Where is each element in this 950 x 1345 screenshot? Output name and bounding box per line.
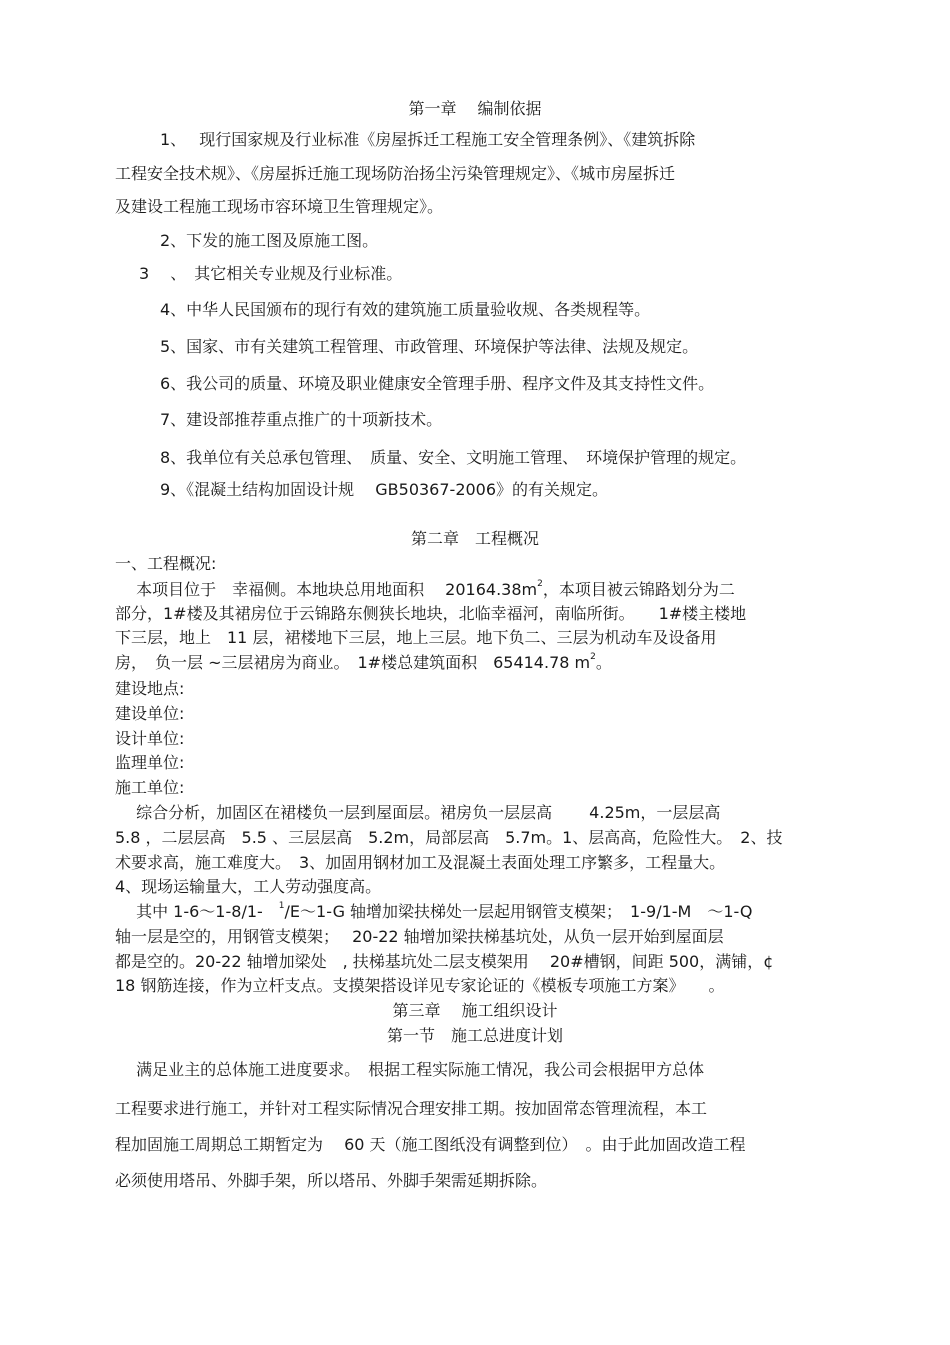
- analysis-line-4: 4、现场运输量大，工人劳动强度高。: [115, 877, 382, 896]
- field-owner: 建设单位:: [115, 704, 185, 723]
- basis-item-4: 4、中华人民国颁布的现行有效的建筑施工质量验收规、各类规程等。: [160, 300, 651, 319]
- section1-title: 第一节 施工总进度计划: [386, 1026, 563, 1045]
- support-line-2: 轴一层是空的，用钢管支模架； 20-22 轴增加梁扶梯基坑处，从负一层开始到屋面层: [115, 927, 724, 946]
- analysis-line-1: 综合分析，加固区在裙楼负一层到屋面层。裙房负一层层高 4.25m，一层层高: [115, 803, 721, 822]
- basis-item-6: 6、我公司的质量、环境及职业健康安全管理手册、程序文件及其支持性文件。: [160, 374, 715, 393]
- schedule-line-3: 程加固施工周期总工期暂定为 60 天（施工图纸没有调整到位） 。由于此加固改造工程: [115, 1135, 746, 1154]
- schedule-line-2: 工程要求进行施工，并针对工程实际情况合理安排工期。按加固常态管理流程，本工: [115, 1099, 708, 1118]
- basis-item-1c: 及建设工程施工现场市容环境卫生管理规定》。: [115, 197, 444, 216]
- support-line-1: 其中 1-6～1-8/1- $^1$/E～1-G 轴增加梁扶梯处一层起用钢管支模架； 1-9/1-M ～1-Q: [115, 900, 753, 921]
- basis-item-7: 7、建设部推荐重点推广的十项新技术。: [160, 410, 443, 429]
- basis-item-8: 8、我单位有关总承包管理、 质量、安全、文明施工管理、 环境保护管理的规定。: [160, 448, 747, 467]
- chapter1-title: 第一章 编制依据: [408, 99, 542, 118]
- basis-item-3: 3 、 其它相关专业规及行业标准。: [139, 264, 403, 283]
- chapter2-title: 第二章 工程概况: [410, 529, 539, 548]
- support-line-3: 都是空的。20-22 轴增加梁处 , 扶梯基坑处二层支模架用 20#槽钢，间距 500，满铺，¢: [115, 952, 774, 971]
- overview-line-2: 部分，1#楼及其裙房位于云锦路东侧狭长地块，北临幸福河，南临所街。 1#楼主楼地: [115, 604, 747, 623]
- field-contractor: 施工单位:: [115, 778, 185, 797]
- basis-item-1b: 工程安全技术规》、《房屋拆迁施工现场防治扬尘污染管理规定》、《城市房屋拆迁: [115, 164, 676, 183]
- basis-item-9: 9、《混凝土结构加固设计规 GB50367-2006》的有关规定。: [160, 480, 609, 499]
- chapter3-title: 第三章 施工组织设计: [392, 1001, 558, 1020]
- schedule-line-1: 满足业主的总体施工进度要求。 根据工程实际施工情况，我公司会根据甲方总体: [115, 1060, 705, 1079]
- overview-line-3: 下三层，地上 11 层，裙楼地下三层，地上三层。地下负二、三层为机动车及设备用: [115, 628, 717, 647]
- field-designer: 设计单位:: [115, 729, 185, 748]
- field-site: 建设地点:: [115, 679, 185, 698]
- overview-subhead: 一、工程概况:: [115, 554, 217, 573]
- overview-line-4: 房， 负一层 ~三层裙房为商业。 1#楼总建筑面积 65414.78 $m^2$。: [115, 651, 612, 672]
- schedule-line-4: 必须使用塔吊、外脚手架，所以塔吊、外脚手架需延期拆除。: [115, 1171, 548, 1190]
- basis-item-5: 5、国家、市有关建筑工程管理、市政管理、环境保护等法律、法规及规定。: [160, 337, 699, 356]
- basis-item-2: 2、下发的施工图及原施工图。: [160, 231, 379, 250]
- basis-item-1a: 1、 现行国家规及行业标准《房屋拆迁工程施工安全管理条例》、《建筑拆除: [160, 130, 696, 149]
- overview-line-1: 本项目位于 幸福侧。本地块总用地面积 $20164.38m^2$，本项目被云锦路划分为二: [115, 578, 735, 599]
- field-supervisor: 监理单位:: [115, 753, 185, 772]
- analysis-line-2: 5.8 ，二层层高 5.5 、三层层高 5.2m，局部层高 5.7m。1、层高高，危险性大。 2、技: [115, 828, 783, 847]
- analysis-line-3: 术要求高，施工难度大。 3、加固用钢材加工及混凝土表面处理工序繁多，工程量大。: [115, 853, 726, 872]
- support-line-4: 18 钢筋连接，作为立杆支点。支摸架搭设详见专家论证的《模板专项施工方案》 。: [115, 976, 725, 995]
